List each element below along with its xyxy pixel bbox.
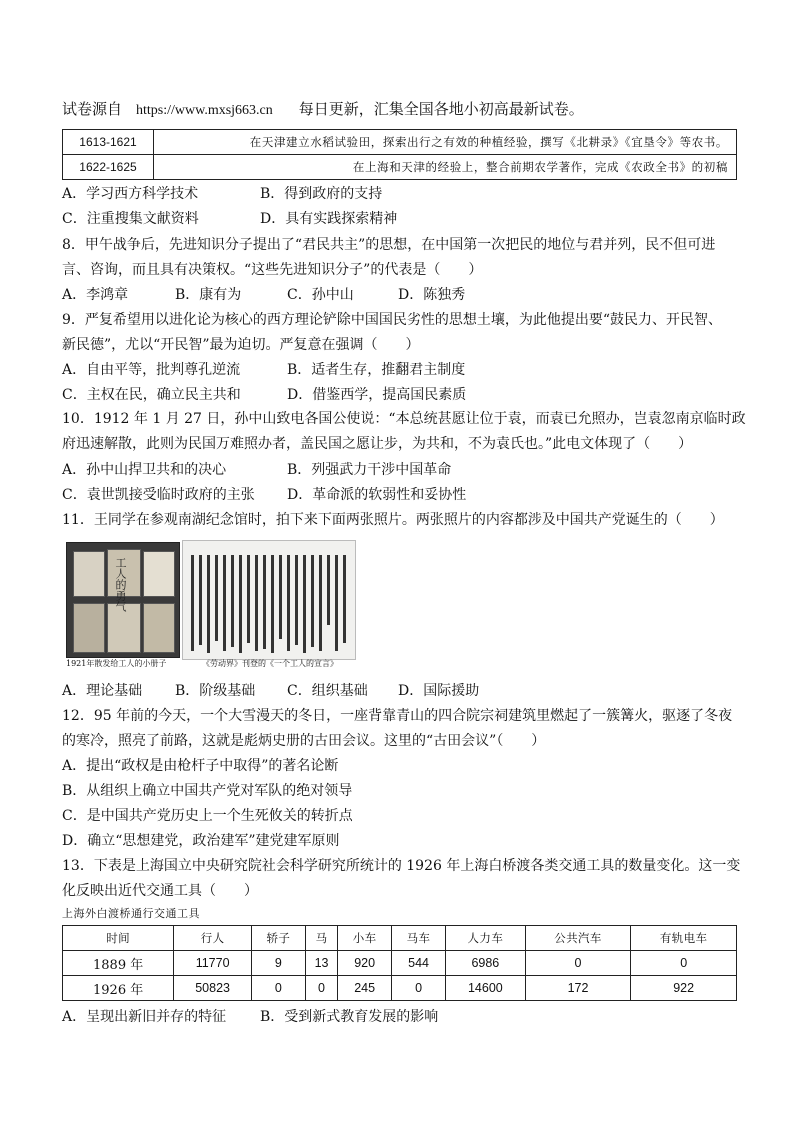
table-header-row <box>63 926 737 951</box>
q13-stem-line2: 化反映出近代交通工具（ ） <box>62 883 258 899</box>
table-header-cell: 马 <box>305 926 337 951</box>
q9-stem-line2: 新民德”，尤以“开民智”最为迫切。严复意在强调（ ） <box>62 337 420 353</box>
table-header-cell: 轿子 <box>251 926 305 951</box>
q9-option-b: B．适者生存，推翻君主制度 <box>287 362 466 378</box>
newspaper-photo <box>182 540 356 660</box>
q13-traffic-table <box>62 925 737 1001</box>
table-header-cell: 马车 <box>392 926 446 951</box>
q12-option-d: D．确立“思想建党，政治建军”建党建军原则 <box>62 833 340 849</box>
table-cell: 920 <box>338 951 392 976</box>
q9-option-c: C．主权在民，确立民主共和 <box>62 387 241 403</box>
q11-option-b: B．阶级基础 <box>175 683 256 699</box>
table-row <box>63 130 737 155</box>
q12-stem-line1: 12．95 年前的今天，一个大雪漫天的冬日，一座背靠青山的四合院宗祠建筑里燃起了一簇篝火，驱逐了冬夜 <box>62 708 733 724</box>
header-slogan: 每日更新，汇集全国各地小初高最新试卷。 <box>298 100 584 118</box>
table-header-cell: 行人 <box>174 926 252 951</box>
table-cell: 922 <box>631 976 737 1001</box>
pamphlet-title: 工人的勇气 <box>114 557 127 612</box>
caption-left: 1921年散发给工人的小册子 <box>66 659 167 668</box>
table-cell: 1889 年 <box>63 951 174 976</box>
q8-option-b: B．康有为 <box>175 287 242 303</box>
table-cell: 0 <box>251 976 305 1001</box>
q10-option-c: C．袁世凯接受临时政府的主张 <box>62 487 255 503</box>
q7-timeline-table <box>62 129 737 180</box>
table-cell-event: 在天津建立水稻试验田，探索出行之有效的种植经验，撰写《北耕录》《宜垦令》等农书。 <box>154 130 737 155</box>
q13-option-b: B．受到新式教育发展的影响 <box>260 1009 439 1025</box>
table-cell: 0 <box>631 951 737 976</box>
q8-stem-line1: 8．甲午战争后，先进知识分子提出了“君民共主”的思想，在中国第一次把民的地位与君并列，民不但可进 <box>62 237 716 253</box>
q7-option-b: B．得到政府的支持 <box>260 186 383 202</box>
table-cell: 172 <box>525 976 631 1001</box>
source-url-link[interactable]: https://www.mxsj663.cn <box>136 103 273 118</box>
table-header-cell: 时间 <box>63 926 174 951</box>
table-header-cell: 小车 <box>338 926 392 951</box>
q11-option-d: D．国际援助 <box>398 683 480 699</box>
q12-option-c: C．是中国共产党历史上一个生死攸关的转折点 <box>62 808 353 824</box>
table-cell: 0 <box>525 951 631 976</box>
q12-stem-line2: 的寒冷，照亮了前路，这就是彪炳史册的古田会议。这里的“古田会议”（ ） <box>62 733 546 749</box>
table-cell-event: 在上海和天津的经验上，整合前期农学著作，完成《农政全书》的初稿 <box>154 155 737 180</box>
table-row <box>63 976 737 1001</box>
table-cell: 14600 <box>446 976 526 1001</box>
table-header-cell: 有轨电车 <box>631 926 737 951</box>
table-cell: 544 <box>392 951 446 976</box>
q10-stem-line2: 府迅速解散，此则为民国万难照办者，盖民国之愿让步，为共和，不为袁氏也。”此电文体现了（ ） <box>62 436 693 452</box>
table-cell: 13 <box>305 951 337 976</box>
q10-stem-line1: 10．1912 年 1 月 27 日，孙中山致电各国公使说：“本总统甚愿让位于袁，而袁已允照办，岂袁忽南京临时政 <box>62 411 746 427</box>
table-cell: 6986 <box>446 951 526 976</box>
q10-option-d: D．革命派的软弱性和妥协性 <box>287 487 467 503</box>
q8-option-d: D．陈独秀 <box>398 287 466 303</box>
q8-option-a: A．李鸿章 <box>62 287 129 303</box>
q10-option-b: B．列强武力干涉中国革命 <box>287 462 452 478</box>
q10-option-a: A．孙中山捍卫共和的决心 <box>62 462 227 478</box>
q12-option-b: B．从组织上确立中国共产党对军队的绝对领导 <box>62 783 353 799</box>
table-cell: 245 <box>338 976 392 1001</box>
q11-photos <box>66 538 354 670</box>
q9-stem-line1: 9．严复希望用以进化论为核心的西方理论铲除中国国民劣性的思想土壤，为此他提出要“鼓民力、开民智、 <box>62 312 723 328</box>
q11-option-c: C．组织基础 <box>287 683 368 699</box>
q13-table-title: 上海外白渡桥通行交通工具 <box>62 907 200 920</box>
q9-option-a: A．自由平等，批判尊孔逆流 <box>62 362 241 378</box>
pamphlet-photo <box>66 542 180 658</box>
table-cell: 0 <box>392 976 446 1001</box>
q9-option-d: D．借鉴西学，提高国民素质 <box>287 387 467 403</box>
table-row <box>63 951 737 976</box>
q11-option-a: A．理论基础 <box>62 683 143 699</box>
q7-option-a: A．学习西方科学技术 <box>62 186 199 202</box>
page-header <box>62 98 584 119</box>
table-header-cell: 人力车 <box>446 926 526 951</box>
q13-option-a: A．呈现出新旧并存的特征 <box>62 1009 227 1025</box>
table-cell: 1926 年 <box>63 976 174 1001</box>
q13-stem-line1: 13．下表是上海国立中央研究院社会科学研究所统计的 1926 年上海白桥渡各类交通工具的数量变化。这一变 <box>62 858 741 874</box>
table-row <box>63 155 737 180</box>
q12-option-a: A．提出“政权是由枪杆子中取得”的著名论断 <box>62 758 339 774</box>
source-label: 试卷源自 <box>62 100 123 118</box>
table-cell: 11770 <box>174 951 252 976</box>
table-cell: 50823 <box>174 976 252 1001</box>
table-header-cell: 公共汽车 <box>525 926 631 951</box>
q7-option-d: D．具有实践探索精神 <box>260 211 398 227</box>
table-cell-years: 1622-1625 <box>63 155 154 180</box>
table-cell: 0 <box>305 976 337 1001</box>
table-cell-years: 1613-1621 <box>63 130 154 155</box>
table-cell: 9 <box>251 951 305 976</box>
q11-stem-line1: 11．王同学在参观南湖纪念馆时，拍下来下面两张照片。两张照片的内容都涉及中国共产党诞生的（ ） <box>62 512 724 528</box>
q8-option-c: C．孙中山 <box>287 287 354 303</box>
q7-option-c: C．注重搜集文献资料 <box>62 211 199 227</box>
caption-right: 《劳动界》刊登的《一个工人的宣言》 <box>202 659 338 668</box>
q8-stem-line2: 言、咨询，而且具有决策权。“这些先进知识分子”的代表是（ ） <box>62 262 483 278</box>
